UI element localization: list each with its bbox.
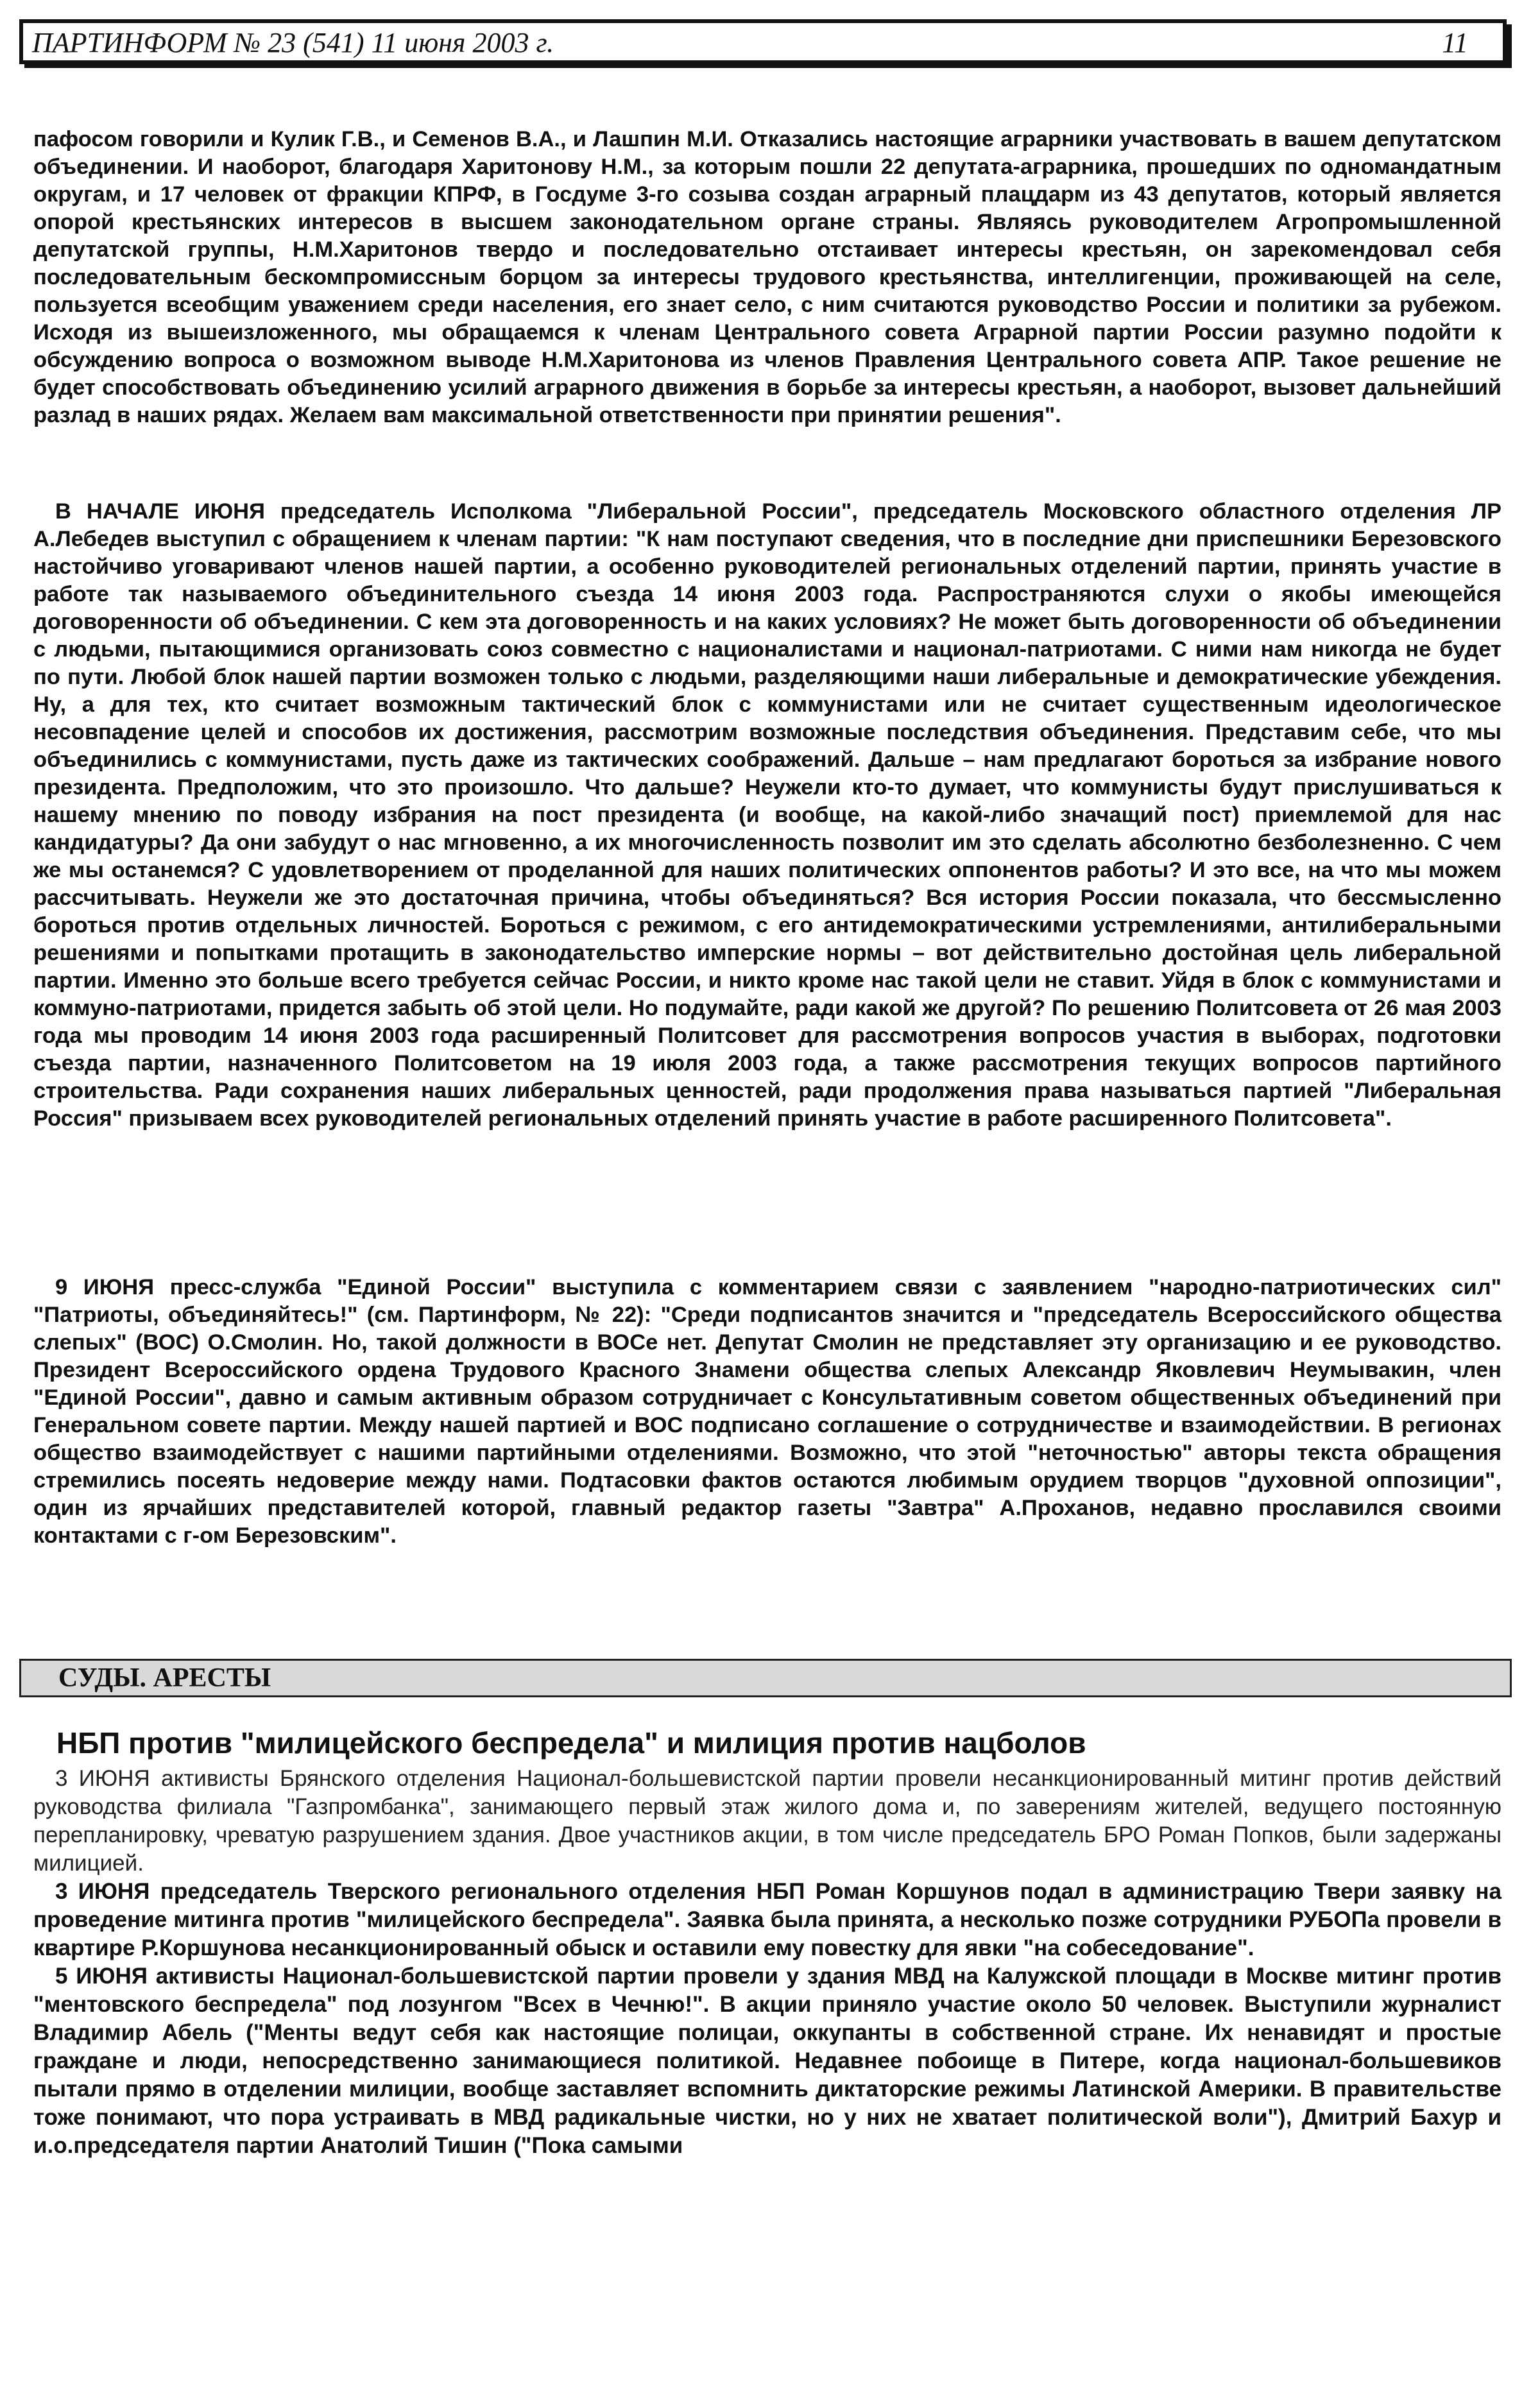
header-shadow-right <box>1507 24 1512 68</box>
paragraph: 5 ИЮНЯ активисты Национал-большевистской партии провели у здания МВД на Калужской площади в Москве митинг против "ментовского беспредела" под лозунгом "Всех в Чечню!". В акции приняло участие около 50 человек. Выступили журналист Владимир Абель ("Менты ведут себя как настоящие полицаи, оккупанты в собственной стране. Их ненавидят и простые граждане и люди, непосредственно занимающиеся политикой. Недавнее побоище в Питере, когда национал-большевиков пытали прямо в отделении милиции, вообще заставляет вспомнить диктаторские режимы Латинской Америки. В правительстве тоже понимают, что пора устраивать в МВД радикальные чистки, но у них не хватает политической воли"), Дмитрий Бахур и и.о.председателя партии Анатолий Тишин ("Пока самыми <box>33 1964 1502 2158</box>
paragraph: 3 ИЮНЯ активисты Брянского отделения Национал-большевистской партии провели несанкционированный митинг против действий руководства филиала "Газпромбанка", занимающего первый этаж жилого дома и, по заверениям жителей, ведущего постоянную перепланировку, чреватую разрушением здания. Двое участников акции, в том числе председатель БРО Роман Попков, были задержаны милицией. <box>33 1766 1502 1876</box>
page-number: 11 <box>1442 27 1468 58</box>
newspaper-title: ПАРТИНФОРМ № 23 (541) 11 июня 2003 г. <box>32 27 554 58</box>
section-heading <box>19 1659 1512 1697</box>
section-title: СУДЫ. АРЕСТЫ <box>58 1663 271 1693</box>
article-body-nbp <box>33 1765 1502 2160</box>
paragraph: В НАЧАЛЕ ИЮНЯ председатель Исполкома "Либеральной России", председатель Московского областного отделения ЛР А.Лебедев выступил с обращением к членам партии: "К нам поступают сведения, что в последние дни приспешники Березовского настойчиво уговаривают членов нашей партии, а особенно руководителей региональных отделений партии, принять участие в работе так называемого объединительного съезда 14 июня 2003 года. Распространяются слухи о якобы имеющейся договоренности об объединении. С кем эта договоренность и на каких условиях? Не может быть договоренности об объединении с людьми, пытающимися организовать союз совместно с националистами и национал-патриотами. С ними нам никогда не будет по пути. Любой блок нашей партии возможен только с людьми, разделяющими наши либеральные и демократические убеждения. Ну, а для тех, кто считает возможным тактический блок с коммунистами или не считает существенным идеологическое несовпадение целей и способов их достижения, рассмотрим возможные последствия объединения. Представим себе, что мы объединились с коммунистами, пусть даже из тактических соображений. Дальше – нам предлагают бороться за избрание нового президента. Предположим, что это произошло. Что дальше? Неужели кто-то думает, что коммунисты будут прислушиваться к нашему мнению по поводу избрания на пост президента (и вообще, на какой-либо значащий пост) приемлемой для нас кандидатуры? Да они забудут о нас мгновенно, а их многочисленность позволит им это сделать абсолютно безболезненно. С чем же мы останемся? С удовлетворением от проделанной для наших политических оппонентов работы? И это все, на что мы можем рассчитывать. Неужели же это достаточная причина, чтобы объединяться? Вся история России показала, что бессмысленно бороться против отдельных личностей. Бороться с режимом, с его антидемократическими устремлениями, антилиберальными решениями и попытками протащить в законодательство имперские нормы – вот действительно достойная цель либеральной партии. Именно это больше всего требуется сейчас России, и никто кроме нас такой цели не ставит. Уйдя в блок с коммунистами и коммуно-патриотами, придется забыть об этой цели. Но подумайте, ради какой же другой? По решению Политсовета от 26 мая 2003 года мы проводим 14 июня 2003 года расширенный Политсовет для рассмотрения вопросов участия в выборах, подготовки съезда партии, назначенного Политсоветом на 19 июля 2003 года, а также рассмотрения текущих вопросов партийного строительства. Ради сохранения наших либеральных ценностей, ради продолжения права называться партией "Либеральная Россия" призываем всех руководителей региональных отделений принять участие в работе расширенного Политсовета". <box>33 499 1502 1131</box>
paragraph: пафосом говорили и Кулик Г.В., и Семенов В.А., и Лашпин М.И. Отказались настоящие аграрники участвовать в вашем депутатском объединении. И наоборот, благодаря Харитонову Н.М., за которым пошли 22 депутата-аграрника, прошедших по одномандатным округам, и 17 человек от фракции КПРФ, в Госдуме 3-го созыва создан аграрный плацдарм из 43 депутатов, который является опорой крестьянских интересов в высшем законодательном органе страны. Являясь руководителем Агропромышленной депутатской группы, Н.М.Харитонов твердо и последовательно отстаивает интересы крестьян, он зарекомендовал себя последовательным бескомпромиссным борцом за интересы трудового крестьянства, интеллигенции, проживающей на селе, пользуется всеобщим уважением среди населения, его знает село, с ним считаются руководство России и политики за рубежом. Исходя из вышеизложенного, мы обращаемся к членам Центрального совета Аграрной партии России разумно подойти к обсуждению вопроса о возможном выводе Н.М.Харитонова из членов Правления Центрального совета АПР. Такое решение не будет способствовать объединению усилий аграрного движения в борьбе за интересы крестьян, а наоборот, вызовет дальнейший разлад в наших рядах. Желаем вам максимальной ответственности при принятии решения". <box>33 127 1502 427</box>
header-shadow-bottom <box>24 64 1512 68</box>
article-block-agrarian <box>33 126 1502 429</box>
article-block-united-russia <box>33 1274 1502 1550</box>
page-header <box>19 19 1507 64</box>
article-block-liberal-russia <box>33 498 1502 1133</box>
paragraph: 3 ИЮНЯ председатель Тверского регионального отделения НБП Роман Коршунов подал в администрацию Твери заявку на проведение митинга против "милицейского беспредела". Заявка была принята, а несколько позже сотрудники РУБОПа провели в квартире Р.Коршунова несанкционированный обыск и оставили ему повестку для явки "на собеседование". <box>33 1879 1502 1960</box>
article-headline: НБП против "милицейского беспредела" и милиция против нацболов <box>56 1726 1086 1760</box>
paragraph: 9 ИЮНЯ пресс-служба "Единой России" выступила с комментарием связи с заявлением "народно-патриотических сил" "Патриоты, объединяйтесь!" (см. Партинформ, № 22): "Среди подписантов значится и "председатель Всероссийского общества слепых" (ВОС) О.Смолин. Но, такой должности в ВОСе нет. Депутат Смолин не представляет эту организацию и ее руководство. Президент Всероссийского ордена Трудового Красного Знамени общества слепых Александр Яковлевич Неумывакин, член "Единой России", давно и самым активным образом сотрудничает с Консультативным советом общественных объединений при Генеральном совете партии. Между нашей партией и ВОС подписано соглашение о сотрудничестве и взаимодействии. В регионах общество взаимодействует с нашими партийными отделениями. Возможно, что этой "неточностью" авторы текста обращения стремились посеять недоверие между нами. Подтасовки фактов остаются любимым орудием творцов "духовной оппозиции", один из ярчайших представителей которой, главный редактор газеты "Завтра" А.Проханов, недавно прославился своими контактами с г-ом Березовским". <box>33 1275 1502 1548</box>
